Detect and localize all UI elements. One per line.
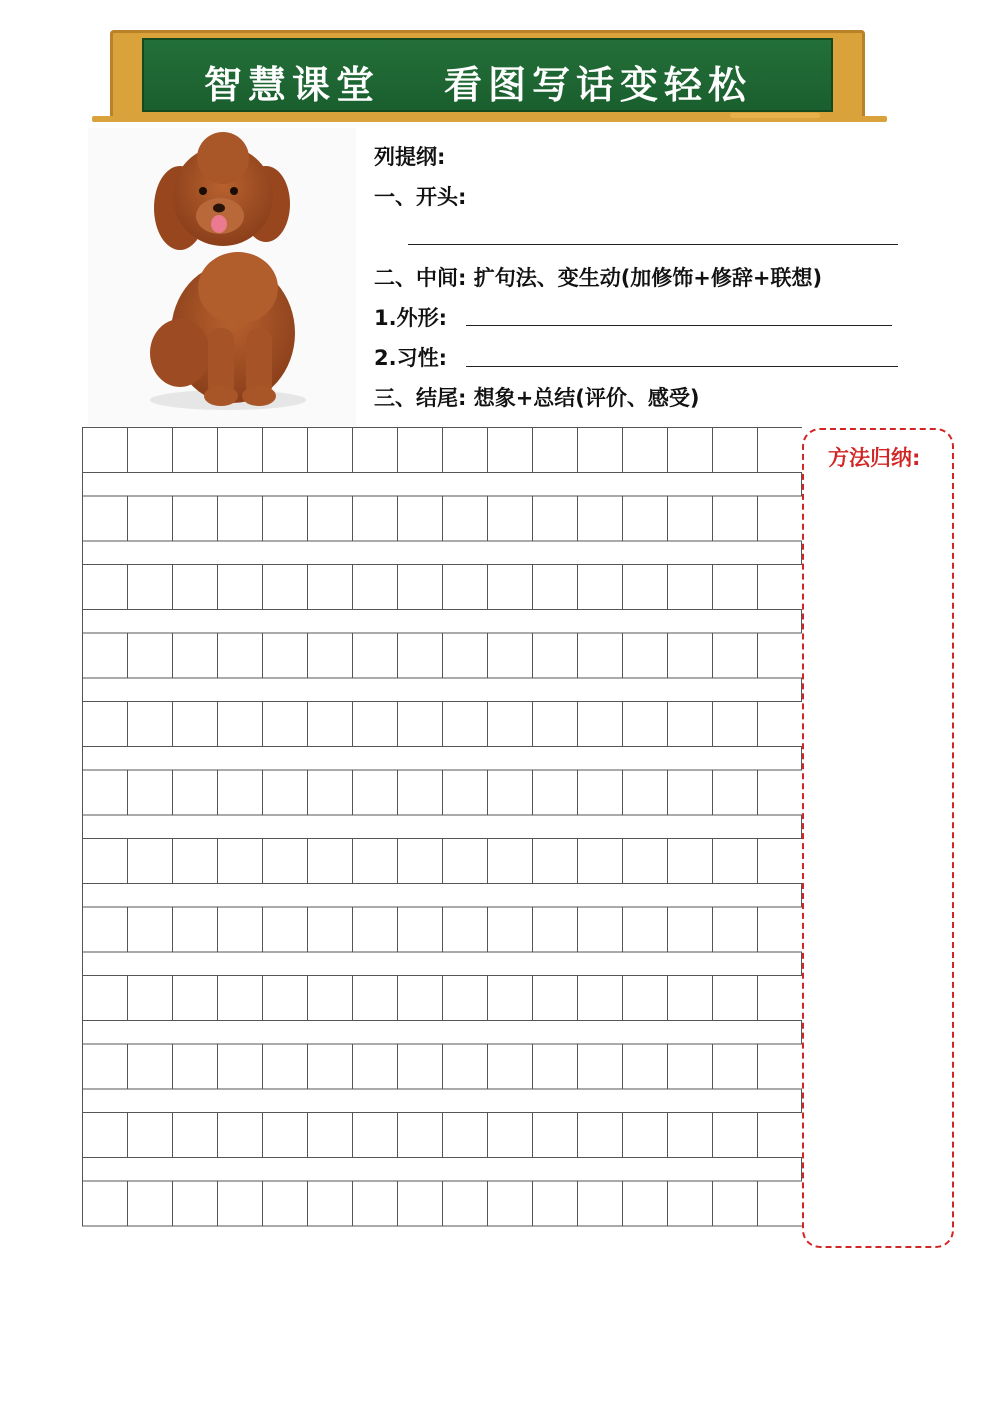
grid-cell[interactable] (353, 565, 398, 610)
grid-cell[interactable] (668, 839, 713, 884)
grid-cell[interactable] (263, 1113, 308, 1158)
grid-cell[interactable] (218, 976, 263, 1021)
poodle-photo (88, 128, 356, 426)
blackboard-surface (142, 38, 833, 112)
grid-cell[interactable] (533, 1113, 578, 1158)
grid-cell[interactable] (443, 1181, 488, 1226)
grid-cell[interactable] (263, 565, 308, 610)
grid-cell[interactable] (308, 1181, 353, 1226)
grid-cell[interactable] (668, 1113, 713, 1158)
grid-cell[interactable] (668, 907, 713, 952)
grid-cell[interactable] (173, 496, 218, 541)
grid-cell[interactable] (758, 839, 803, 884)
grid-cell[interactable] (173, 770, 218, 815)
grid-cell[interactable] (623, 496, 668, 541)
grid-cell[interactable] (83, 907, 128, 952)
grid-cell[interactable] (758, 1044, 803, 1089)
grid-cell[interactable] (623, 1044, 668, 1089)
grid-cell[interactable] (263, 839, 308, 884)
grid-cell[interactable] (263, 907, 308, 952)
grid-cell[interactable] (443, 770, 488, 815)
grid-cell[interactable] (713, 976, 758, 1021)
grid-cell[interactable] (263, 428, 308, 473)
grid-cell[interactable] (713, 633, 758, 678)
grid-cell[interactable] (218, 1113, 263, 1158)
grid-cell[interactable] (128, 496, 173, 541)
outline-opening-label: 一、开头: (374, 185, 467, 209)
grid-border (83, 428, 802, 1227)
header-blackboard (110, 30, 865, 120)
grid-cell[interactable] (713, 428, 758, 473)
grid-cell[interactable] (758, 496, 803, 541)
grid-cell[interactable] (533, 976, 578, 1021)
grid-cell[interactable] (218, 702, 263, 747)
outline-heading: 列提纲: (374, 145, 446, 169)
grid-cell[interactable] (128, 976, 173, 1021)
grid-cell[interactable] (83, 428, 128, 473)
grid-cell[interactable] (263, 702, 308, 747)
grid-cell[interactable] (713, 702, 758, 747)
grid-cell[interactable] (578, 1044, 623, 1089)
grid-cell[interactable] (533, 565, 578, 610)
grid-cell[interactable] (353, 1113, 398, 1158)
grid-cell[interactable] (353, 770, 398, 815)
grid-cell[interactable] (398, 976, 443, 1021)
grid-cell[interactable] (488, 1044, 533, 1089)
grid-cell[interactable] (173, 565, 218, 610)
grid-cell[interactable] (713, 1044, 758, 1089)
grid-cell[interactable] (128, 1113, 173, 1158)
grid-cell[interactable] (758, 1113, 803, 1158)
grid-cell[interactable] (533, 907, 578, 952)
grid-cell[interactable] (443, 1044, 488, 1089)
grid-cell[interactable] (578, 428, 623, 473)
grid-cell[interactable] (398, 1181, 443, 1226)
grid-cell[interactable] (668, 976, 713, 1021)
header-title-left: 智慧课堂 (204, 62, 381, 107)
grid-cell[interactable] (218, 1181, 263, 1226)
grid-cell[interactable] (758, 1181, 803, 1226)
grid-cell[interactable] (398, 633, 443, 678)
grid-cell[interactable] (218, 770, 263, 815)
grid-cell[interactable] (173, 1113, 218, 1158)
grid-cell[interactable] (353, 1181, 398, 1226)
grid-cell[interactable] (443, 496, 488, 541)
grid-cell[interactable] (398, 770, 443, 815)
appearance-blank-line[interactable] (466, 325, 892, 326)
grid-cell[interactable] (353, 1044, 398, 1089)
grid-cell[interactable] (263, 496, 308, 541)
grid-cell[interactable] (578, 1181, 623, 1226)
grid-cell[interactable] (713, 565, 758, 610)
grid-cell[interactable] (398, 1113, 443, 1158)
grid-cell[interactable] (173, 702, 218, 747)
grid-cell[interactable] (308, 907, 353, 952)
grid-cell[interactable] (578, 770, 623, 815)
grid-cell[interactable] (488, 976, 533, 1021)
habits-blank-line[interactable] (466, 366, 898, 367)
grid-cell[interactable] (443, 976, 488, 1021)
grid-cell[interactable] (83, 839, 128, 884)
grid-cell[interactable] (533, 702, 578, 747)
grid-cell[interactable] (533, 1044, 578, 1089)
grid-cell[interactable] (83, 770, 128, 815)
grid-cell[interactable] (173, 1181, 218, 1226)
grid-cell[interactable] (668, 633, 713, 678)
method-summary-title: 方法归纳: (828, 446, 921, 470)
grid-cell[interactable] (533, 496, 578, 541)
grid-cell[interactable] (488, 839, 533, 884)
grid-cell[interactable] (443, 702, 488, 747)
grid-cell[interactable] (488, 770, 533, 815)
grid-cell[interactable] (758, 633, 803, 678)
grid-cell[interactable] (308, 770, 353, 815)
grid-cell[interactable] (623, 976, 668, 1021)
grid-cell[interactable] (713, 839, 758, 884)
grid-cell[interactable] (668, 1181, 713, 1226)
grid-cell[interactable] (443, 565, 488, 610)
grid-cell[interactable] (488, 496, 533, 541)
grid-cell[interactable] (173, 428, 218, 473)
grid-cell[interactable] (353, 428, 398, 473)
grid-cell[interactable] (623, 839, 668, 884)
grid-cell[interactable] (308, 496, 353, 541)
grid-cell[interactable] (578, 839, 623, 884)
grid-cell[interactable] (83, 976, 128, 1021)
grid-cell[interactable] (398, 496, 443, 541)
grid-cell[interactable] (623, 1113, 668, 1158)
grid-cell[interactable] (308, 976, 353, 1021)
grid-cell[interactable] (173, 1044, 218, 1089)
grid-cell[interactable] (263, 1181, 308, 1226)
grid-cell[interactable] (533, 839, 578, 884)
grid-cell[interactable] (218, 839, 263, 884)
grid-cell[interactable] (353, 633, 398, 678)
grid-cell[interactable] (758, 770, 803, 815)
method-summary-box[interactable] (802, 428, 954, 1248)
writing-grid-svg (82, 427, 802, 1259)
writing-grid[interactable] (82, 427, 802, 1259)
grid-cell[interactable] (623, 428, 668, 473)
grid-cell[interactable] (263, 976, 308, 1021)
grid-cell[interactable] (308, 1113, 353, 1158)
grid-cell[interactable] (668, 770, 713, 815)
grid-cell[interactable] (578, 633, 623, 678)
grid-cell[interactable] (263, 770, 308, 815)
grid-cell[interactable] (398, 1044, 443, 1089)
grid-cell[interactable] (173, 976, 218, 1021)
grid-cell[interactable] (83, 702, 128, 747)
grid-cell[interactable] (488, 702, 533, 747)
grid-cell[interactable] (623, 1181, 668, 1226)
grid-cell[interactable] (533, 428, 578, 473)
grid-cell[interactable] (173, 839, 218, 884)
grid-cell[interactable] (308, 428, 353, 473)
grid-cell[interactable] (713, 770, 758, 815)
grid-cell[interactable] (623, 702, 668, 747)
grid-cell[interactable] (398, 702, 443, 747)
grid-cell[interactable] (83, 1181, 128, 1226)
grid-cell[interactable] (668, 702, 713, 747)
grid-cell[interactable] (308, 1044, 353, 1089)
grid-cell[interactable] (533, 770, 578, 815)
grid-cell[interactable] (218, 1044, 263, 1089)
grid-cell[interactable] (758, 565, 803, 610)
grid-cell[interactable] (668, 496, 713, 541)
grid-cell[interactable] (623, 633, 668, 678)
grid-cell[interactable] (443, 907, 488, 952)
grid-cell[interactable] (128, 1044, 173, 1089)
header-title-right: 看图写话变轻松 (444, 62, 753, 107)
outline-appearance-label: 1.外形: (374, 306, 447, 330)
grid-cell[interactable] (308, 633, 353, 678)
poodle-icon (88, 128, 356, 426)
grid-cell[interactable] (128, 565, 173, 610)
grid-cell[interactable] (488, 428, 533, 473)
grid-cell[interactable] (668, 428, 713, 473)
grid-cell[interactable] (398, 428, 443, 473)
grid-cell[interactable] (758, 976, 803, 1021)
grid-cell[interactable] (83, 633, 128, 678)
chalk-piece (730, 113, 820, 118)
grid-cell[interactable] (488, 1113, 533, 1158)
outline-ending-label: 三、结尾: 想象+总结(评价、感受) (374, 386, 700, 410)
grid-cell[interactable] (758, 428, 803, 473)
grid-cell[interactable] (623, 770, 668, 815)
grid-cell[interactable] (398, 839, 443, 884)
grid-cell[interactable] (623, 565, 668, 610)
grid-cell[interactable] (488, 1181, 533, 1226)
grid-cell[interactable] (668, 565, 713, 610)
grid-cell[interactable] (398, 565, 443, 610)
grid-cell[interactable] (713, 496, 758, 541)
grid-cell[interactable] (173, 633, 218, 678)
grid-cell[interactable] (623, 907, 668, 952)
grid-cell[interactable] (713, 907, 758, 952)
grid-cell[interactable] (353, 907, 398, 952)
grid-cell[interactable] (218, 633, 263, 678)
grid-cell[interactable] (83, 565, 128, 610)
grid-cell[interactable] (128, 770, 173, 815)
grid-cell[interactable] (488, 907, 533, 952)
grid-cell[interactable] (353, 702, 398, 747)
grid-cell[interactable] (263, 1044, 308, 1089)
grid-cell[interactable] (758, 702, 803, 747)
grid-cell[interactable] (353, 839, 398, 884)
grid-cell[interactable] (398, 907, 443, 952)
grid-cell[interactable] (713, 1181, 758, 1226)
grid-cell[interactable] (128, 1181, 173, 1226)
grid-cell[interactable] (173, 907, 218, 952)
grid-cell[interactable] (353, 496, 398, 541)
grid-cell[interactable] (578, 1113, 623, 1158)
grid-cell[interactable] (533, 1181, 578, 1226)
grid-cell[interactable] (83, 496, 128, 541)
grid-cell[interactable] (578, 702, 623, 747)
grid-cell[interactable] (353, 976, 398, 1021)
grid-cell[interactable] (218, 496, 263, 541)
grid-cell[interactable] (128, 633, 173, 678)
grid-cell[interactable] (443, 428, 488, 473)
grid-cell[interactable] (488, 565, 533, 610)
grid-cell[interactable] (578, 907, 623, 952)
grid-cell[interactable] (443, 839, 488, 884)
grid-cell[interactable] (128, 428, 173, 473)
grid-cell[interactable] (578, 496, 623, 541)
grid-cell[interactable] (488, 633, 533, 678)
grid-cell[interactable] (668, 1044, 713, 1089)
grid-cell[interactable] (308, 702, 353, 747)
grid-cell[interactable] (578, 565, 623, 610)
grid-cell[interactable] (128, 702, 173, 747)
grid-cell[interactable] (713, 1113, 758, 1158)
grid-cell[interactable] (218, 565, 263, 610)
grid-cell[interactable] (308, 839, 353, 884)
grid-cell[interactable] (218, 428, 263, 473)
grid-cell[interactable] (128, 907, 173, 952)
grid-cell[interactable] (128, 839, 173, 884)
grid-cell[interactable] (308, 565, 353, 610)
grid-cell[interactable] (83, 1044, 128, 1089)
opening-blank-line[interactable] (408, 244, 898, 245)
grid-cell[interactable] (533, 633, 578, 678)
outline-habits-label: 2.习性: (374, 346, 447, 370)
grid-cell[interactable] (443, 633, 488, 678)
grid-cell[interactable] (83, 1113, 128, 1158)
grid-cell[interactable] (578, 976, 623, 1021)
grid-cell[interactable] (218, 907, 263, 952)
grid-cell[interactable] (443, 1113, 488, 1158)
grid-cell[interactable] (758, 907, 803, 952)
grid-cell[interactable] (263, 633, 308, 678)
outline-middle-label: 二、中间: 扩句法、变生动(加修饰+修辞+联想) (374, 266, 823, 290)
